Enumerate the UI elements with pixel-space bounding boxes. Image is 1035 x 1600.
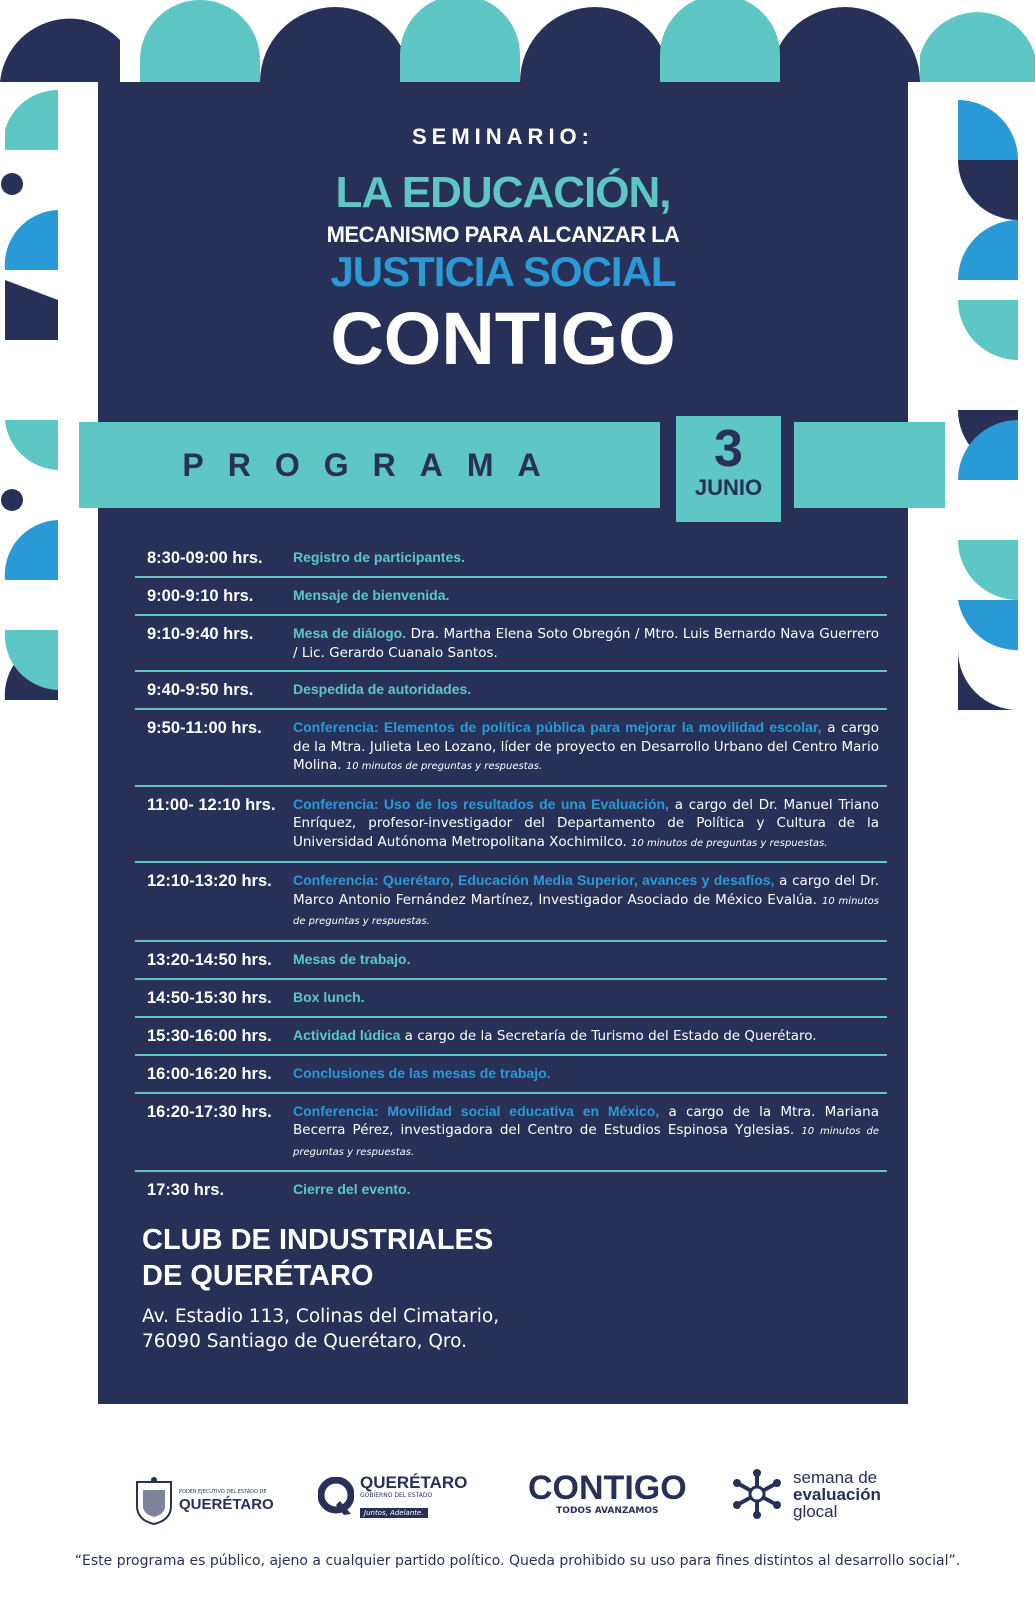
gov-name: QUERÉTARO [360,1473,468,1492]
schedule-time: 9:00-9:10 hrs. [147,587,254,605]
semana-line-1: semana de [793,1467,878,1487]
disclaimer: “Este programa es público, ajeno a cualquier partido político. Queda prohibido su uso para fines distintos al desarrollo social”. [74,1553,961,1569]
schedule-row [135,787,887,864]
schedule-time: 11:00- 12:10 hrs. [147,795,276,814]
state-name: QUERÉTARO [179,1496,274,1513]
title-line-1: LA EDUCACIÓN, [335,168,671,217]
schedule-time: 16:00-16:20 hrs. [147,1064,272,1083]
schedule-description [293,1102,879,1163]
schedule-title: Conferencia: Elementos de política pública para mejorar la movilidad escolar, [293,719,822,735]
network-icon [731,1468,783,1520]
program-panel [98,82,908,1404]
schedule-title: Mesas de trabajo. [293,950,411,967]
schedule-row [135,942,887,980]
semana-line-3: glocal [793,1501,838,1521]
schedule-text: a cargo de la Secretaría de Turismo del Estado de Querétaro. [404,1027,817,1044]
schedule-title: Box lunch. [293,988,365,1005]
schedule-time: 14:50-15:30 hrs. [147,988,272,1007]
schedule-time: 9:10-9:40 hrs. [147,625,254,643]
schedule-list [135,540,887,1208]
schedule-text: Dra. Martha Elena Soto Obregón / Mtro. Luis Bernardo Nava Guerrero / Lic. Gerardo Cuanalo Santos. [293,626,879,661]
contigo-sub: TODOS AVANZAMOS [556,1506,659,1516]
schedule-row [135,616,887,672]
program-banner [79,422,660,508]
schedule-title: Mensaje de bienvenida. [293,587,450,603]
venue-address-line-1: Av. Estadio 113, Colinas del Cimatario, [142,1306,500,1327]
state-small-text: PODER EJECUTIVO DEL ESTADO DE [179,1489,267,1495]
venue-address-line-2: 76090 Santiago de Querétaro, Qro. [142,1331,467,1352]
schedule-description [293,680,879,700]
schedule-description [293,1026,879,1046]
schedule-description [293,795,879,854]
date-badge [676,416,781,522]
schedule-description [293,950,879,970]
schedule-description [293,988,879,1008]
date-day: 3 [714,420,743,478]
gov-sub: GOBIERNO DEL ESTADO [360,1492,433,1499]
schedule-note: 10 minutos de preguntas y respuestas. [293,895,879,927]
schedule-description [293,624,879,662]
schedule-row [135,578,887,616]
venue-address [142,1304,499,1354]
title-line-2: MECANISMO PARA ALCANZAR LA [326,222,680,247]
schedule-time: 15:30-16:00 hrs. [147,1026,272,1045]
schedule-title: Registro de participantes. [293,549,465,565]
schedule-text: a cargo de la Mtra. Mariana Becerra Pérez, investigadora del Centro de Estudios Espinosa Yglesias. [293,1103,879,1138]
sponsor-logos [0,1468,1035,1548]
schedule-time: 12:10-13:20 hrs. [147,872,272,890]
semana-line-2: evaluación [793,1484,881,1504]
schedule-row [135,710,887,787]
schedule-title: Cierre del evento. [293,1181,411,1197]
schedule-row [135,1094,887,1173]
schedule-row [135,863,887,942]
schedule-time: 16:20-17:30 hrs. [147,1102,272,1121]
schedule-description [293,1180,879,1200]
schedule-title: Actividad lúdica [293,1026,401,1043]
schedule-note: 10 minutos de preguntas y respuestas. [293,1126,879,1158]
schedule-title: Conclusiones de las mesas de trabajo. [293,1064,551,1081]
schedule-row [135,980,887,1018]
title-line-4: CONTIGO [330,297,676,380]
schedule-note: 10 minutos de preguntas y respuestas. [631,837,828,849]
schedule-title: Conferencia: Querétaro, Educación Media Superior, avances y desafíos, [293,872,775,888]
semana-text [793,1469,881,1520]
logo-semana-evaluacion [731,1468,881,1520]
logo-gobierno-queretaro [318,1474,467,1519]
schedule-row [135,1172,887,1208]
coat-of-arms-icon [133,1476,175,1526]
schedule-description [293,548,879,568]
schedule-time: 9:40-9:50 hrs. [147,681,254,699]
contigo-wordmark: CONTIGO [528,1469,687,1507]
date-month: JUNIO [694,475,763,500]
schedule-time: 17:30 hrs. [147,1181,225,1199]
program-banner-right [794,422,945,508]
schedule-description [293,718,879,777]
program-banner-label: PROGRAMA [182,446,565,483]
schedule-description [293,871,879,932]
title-line-3: JUSTICIA SOCIAL [330,248,676,295]
schedule-title: Mesa de diálogo. [293,625,407,641]
schedule-description [293,1064,879,1084]
schedule-description [293,586,879,606]
venue-block [142,1222,499,1354]
schedule-text: a cargo del Dr. Manuel Triano Enríquez, profesor-investigador del Departamento de Política y Cultura de la Universidad Autónoma Metropolitana Xochimilco. [293,796,879,850]
schedule-row [135,1056,887,1094]
schedule-title: Despedida de autoridades. [293,681,472,697]
schedule-time: 8:30-09:00 hrs. [147,549,263,567]
schedule-note: 10 minutos de preguntas y respuestas. [345,761,543,772]
schedule-row [135,672,887,710]
gov-tagline: Juntos, Adelante. [360,1508,428,1518]
venue-name-line-1: CLUB DE INDUSTRIALES [142,1224,494,1256]
schedule-text: a cargo de la Mtra. Julieta Leo Lozano, líder de proyecto en Desarrollo Urbano del Centro Mario Molina. [293,720,879,773]
schedule-time: 13:20-14:50 hrs. [147,950,272,969]
venue-name [142,1222,499,1294]
queretaro-q-icon [318,1477,354,1517]
logo-poder-ejecutivo [133,1476,274,1526]
logo-contigo [528,1470,687,1516]
schedule-row [135,1018,887,1056]
venue-name-line-2: DE QUERÉTARO [142,1260,374,1292]
schedule-row [135,540,887,578]
schedule-time: 9:50-11:00 hrs. [147,719,262,737]
seminar-kicker: SEMINARIO: [412,124,594,149]
schedule-title: Conferencia: Uso de los resultados de una Evaluación, [293,795,669,812]
schedule-title: Conferencia: Movilidad social educativa en México, [293,1102,660,1119]
schedule-text: a cargo del Dr. Marco Antonio Fernández Martínez, Investigador Asociado de México Evalúa. [293,873,880,908]
